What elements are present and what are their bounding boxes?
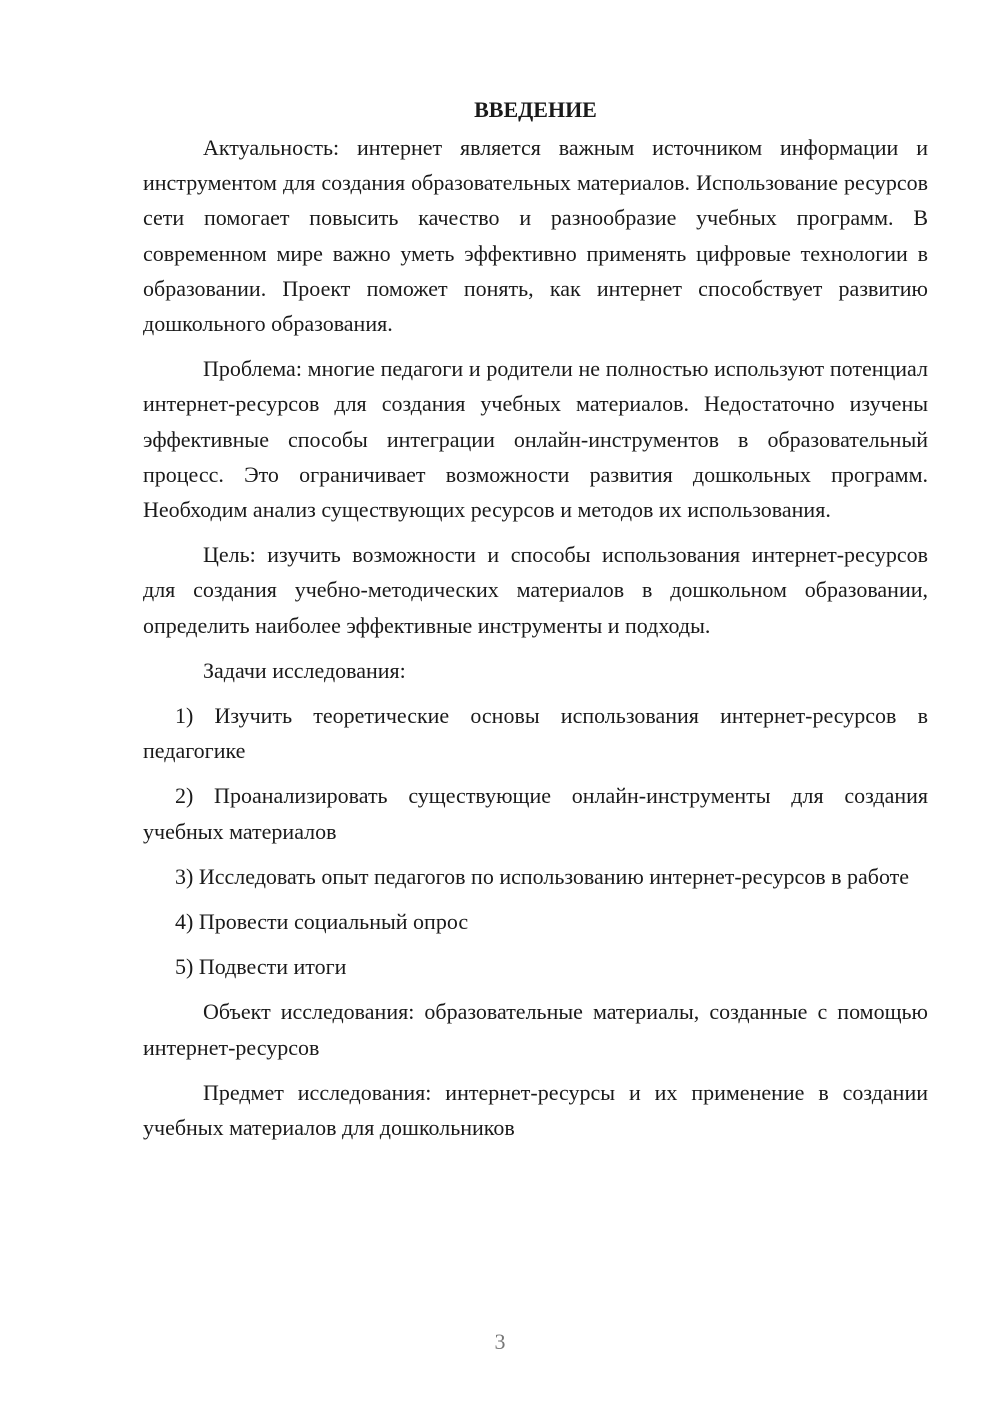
- task-item-3: 3) Исследовать опыт педагогов по использованию интернет-ресурсов в работе: [175, 863, 910, 889]
- document-page: [143, 92, 928, 1155]
- paragraph-problem: Проблема: многие педагоги и родители не полностью используют потенциал интернет-ресурсов для создания учебных материалов. Недостаточно изучены эффективные способы интеграции онлайн-инструментов в образовательный процесс. Это ограничивает возможности развития дошкольных программ. Необходим анализ существующих ресурсов и методов их использования.: [143, 356, 928, 523]
- page-title: ВВЕДЕНИЕ: [474, 97, 597, 122]
- paragraph-relevance: Актуальность: интернет является важным источником информации и инструментом для создания образовательных материалов. Использование ресурсов сети помогает повысить качество и разнообразие учебных программ. В современном мире важно уметь эффективно применять цифровые технологии в образовании. Проект поможет понять, как интернет способствует развитию дошкольного образования.: [143, 135, 928, 337]
- tasks-heading: Задачи исследования:: [203, 657, 406, 683]
- task-item-2: 2) Проанализировать существующие онлайн-инструменты для создания учебных материалов: [143, 783, 928, 844]
- paragraph-goal: Цель: изучить возможности и способы использования интернет-ресурсов для создания учебно-методических материалов в дошкольном образовании, определить наиболее эффективные инструменты и подходы.: [143, 542, 928, 638]
- task-item-5: 5) Подвести итоги: [175, 954, 347, 980]
- task-item-4: 4) Провести социальный опрос: [175, 909, 469, 935]
- paragraph-research-subject: Предмет исследования: интернет-ресурсы и их применение в создании учебных материалов для дошкольников: [143, 1079, 928, 1141]
- task-item-1: 1) Изучить теоретические основы использования интернет-ресурсов в педагогике: [143, 703, 928, 764]
- page-number: 3: [494, 1329, 506, 1354]
- paragraph-research-object: Объект исследования: образовательные материалы, созданные с помощью интернет-ресурсов: [143, 999, 928, 1060]
